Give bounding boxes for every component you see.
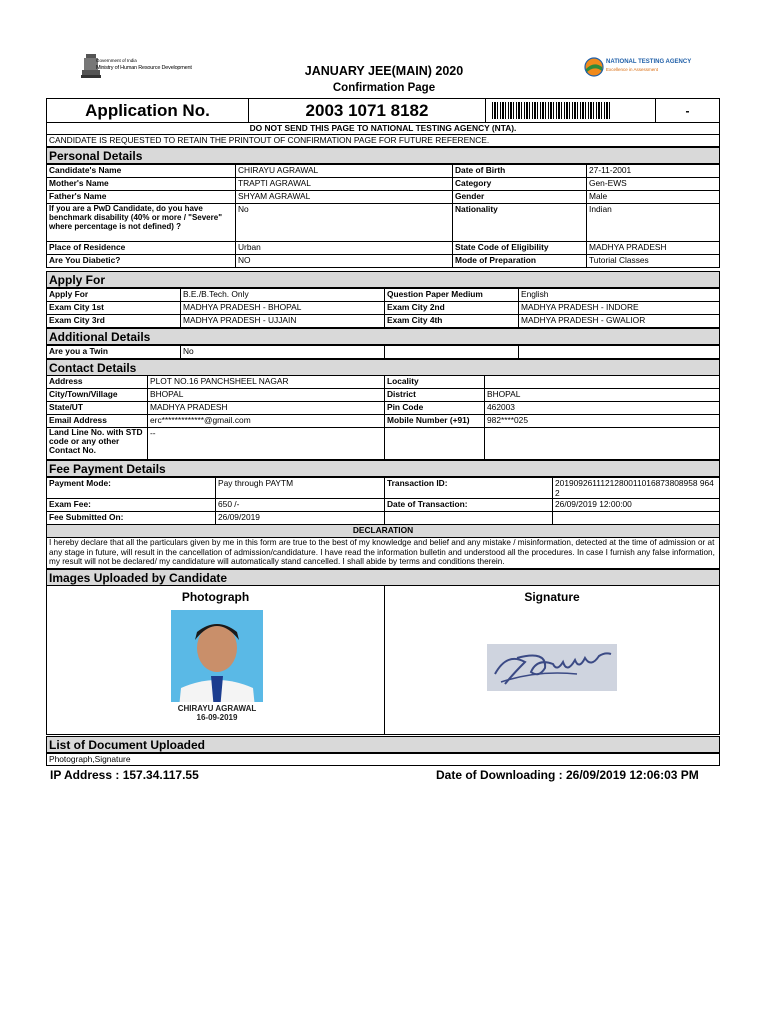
fee-value2-2 [553, 512, 720, 525]
personal-value-5: NO [236, 255, 453, 268]
ip-address: IP Address : 157.34.117.55 [50, 768, 199, 782]
fee-value-0: Pay through PAYTM [216, 478, 385, 499]
photo-caption-name: CHIRAYU AGRAWAL [177, 704, 257, 713]
apply-label2-1: Exam City 2nd [385, 302, 519, 315]
personal-value2-1: Gen-EWS [587, 178, 720, 191]
ministry-line1: Government of India [96, 58, 137, 63]
personal-label2-3: Nationality [453, 204, 587, 242]
apply-label2-0: Question Paper Medium [385, 289, 519, 302]
apply-for-table [46, 288, 720, 328]
notice-table [46, 122, 720, 147]
personal-label2-4: State Code of Eligibility [453, 242, 587, 255]
personal-label-2: Father's Name [47, 191, 236, 204]
contact-value-4: -- [148, 428, 385, 460]
contact-label-2: State/UT [47, 402, 148, 415]
contact-value-2: MADHYA PRADESH [148, 402, 385, 415]
contact-label2-3: Mobile Number (+91) [385, 415, 485, 428]
fee-details-heading: Fee Payment Details [46, 460, 720, 477]
personal-value2-4: MADHYA PRADESH [587, 242, 720, 255]
documents-heading: List of Document Uploaded [46, 736, 720, 753]
fee-label-0: Payment Mode: [47, 478, 216, 499]
additional-details-table [46, 345, 720, 359]
personal-label-4: Place of Residence [47, 242, 236, 255]
application-label: Application No. [47, 99, 249, 123]
notice-line1: DO NOT SEND THIS PAGE TO NATIONAL TESTING AGENCY (NTA). [47, 123, 720, 135]
fee-value2-1: 26/09/2019 12:00:00 [553, 499, 720, 512]
contact-label-0: Address [47, 376, 148, 389]
apply-label2-2: Exam City 4th [385, 315, 519, 328]
personal-value2-3: Indian [587, 204, 720, 242]
personal-label2-0: Date of Birth [453, 165, 587, 178]
personal-value2-0: 27-11-2001 [587, 165, 720, 178]
personal-value-2: SHYAM AGRAWAL [236, 191, 453, 204]
fee-label2-0: Transaction ID: [385, 478, 553, 499]
declaration-heading: DECLARATION [47, 525, 720, 538]
apply-label-2: Exam City 3rd [47, 315, 181, 328]
page-subtitle: Confirmation Page [332, 82, 436, 94]
personal-value-3: No [236, 204, 453, 242]
documents-table [46, 753, 720, 766]
apply-value-2: MADHYA PRADESH - UJJAIN [181, 315, 385, 328]
declaration-table [46, 524, 720, 569]
apply-value2-0: English [519, 289, 720, 302]
signature-image [487, 644, 617, 691]
additional-details-heading: Additional Details [46, 328, 720, 345]
contact-value-1: BHOPAL [148, 389, 385, 402]
personal-label-5: Are You Diabetic? [47, 255, 236, 268]
application-dash: - [656, 99, 720, 123]
contact-value-0: PLOT NO.16 PANCHSHEEL NAGAR [148, 376, 385, 389]
contact-label-1: City/Town/Village [47, 389, 148, 402]
contact-value2-1: BHOPAL [485, 389, 720, 402]
nta-tagline: Excellence in Assessment [606, 67, 659, 72]
personal-details-table [46, 164, 720, 268]
barcode [492, 102, 612, 119]
contact-details-table [46, 375, 720, 460]
apply-value-0: B.E./B.Tech. Only [181, 289, 385, 302]
personal-value-4: Urban [236, 242, 453, 255]
exam-title: JANUARY JEE(MAIN) 2020 [304, 64, 464, 78]
contact-label-4: Land Line No. with STD code or any other Contact No. [47, 428, 148, 460]
barcode-cell [486, 99, 656, 123]
personal-label-0: Candidate's Name [47, 165, 236, 178]
apply-label-1: Exam City 1st [47, 302, 181, 315]
photo-cell [47, 586, 385, 735]
fee-value2-0: 2019092611121280011016873808958 9642 [553, 478, 720, 499]
fee-label-2: Fee Submitted On: [47, 512, 216, 525]
personal-label2-2: Gender [453, 191, 587, 204]
contact-label2-2: Pin Code [385, 402, 485, 415]
apply-for-heading: Apply For [46, 271, 720, 288]
personal-value2-5: Tutorial Classes [587, 255, 720, 268]
fee-label2-1: Date of Transaction: [385, 499, 553, 512]
photo-caption-date: 16-09-2019 [196, 713, 238, 722]
personal-value2-2: Male [587, 191, 720, 204]
fee-label-1: Exam Fee: [47, 499, 216, 512]
signature-scribble-icon [487, 644, 617, 691]
contact-value-3: erc*************@gmail.com [148, 415, 385, 428]
apply-value-1: MADHYA PRADESH - BHOPAL [181, 302, 385, 315]
personal-value-0: CHIRAYU AGRAWAL [236, 165, 453, 178]
apply-value2-1: MADHYA PRADESH - INDORE [519, 302, 720, 315]
fee-value-1: 650 /- [216, 499, 385, 512]
contact-value2-0 [485, 376, 720, 389]
personal-label-3: If you are a PwD Candidate, do you have benchmark disability (40% or more / "Severe" where percentage is not defined) ? [47, 204, 236, 242]
fee-value-2: 26/09/2019 [216, 512, 385, 525]
additional-label-0: Are you a Twin [47, 346, 181, 359]
notice-line2: CANDIDATE IS REQUESTED TO RETAIN THE PRINTOUT OF CONFIRMATION PAGE FOR FUTURE REFERENCE. [47, 135, 720, 147]
images-table [46, 585, 720, 735]
contact-details-heading: Contact Details [46, 359, 720, 376]
personal-value-1: TRAPTI AGRAWAL [236, 178, 453, 191]
application-row [46, 98, 720, 123]
additional-value2-0 [519, 346, 720, 359]
fee-label2-2 [385, 512, 553, 525]
declaration-text: I hereby declare that all the particulars given by me in this form are true to the best of my knowledge and belief and any mistake / misinformation, detected at the time of admission or at any stage in future, will result in the cancellation of admission/candidature. I have read the information bulletin and understood all the procedures. In case I furnish any false information, my result will not be declared/ my candidature will automatically stand cancelled. I shall abide by terms and conditions therein. [47, 538, 720, 569]
apply-value2-2: MADHYA PRADESH - GWALIOR [519, 315, 720, 328]
contact-value2-2: 462003 [485, 402, 720, 415]
apply-label-0: Apply For [47, 289, 181, 302]
download-date: Date of Downloading : 26/09/2019 12:06:03 PM [436, 768, 699, 782]
contact-label2-0: Locality [385, 376, 485, 389]
personal-label-1: Mother's Name [47, 178, 236, 191]
documents-list: Photograph,Signature [47, 754, 720, 766]
additional-value-0: No [181, 346, 385, 359]
signature-label: Signature [524, 590, 580, 604]
contact-label2-4 [385, 428, 485, 460]
additional-label2-0 [385, 346, 519, 359]
ministry-line2: Ministry of Human Resource Development [96, 65, 192, 71]
contact-value2-4 [485, 428, 720, 460]
candidate-photo [171, 610, 263, 728]
application-number: 2003 1071 8182 [249, 99, 486, 123]
personal-label2-5: Mode of Preparation [453, 255, 587, 268]
contact-label-3: Email Address [47, 415, 148, 428]
fee-details-table [46, 477, 720, 525]
personal-details-heading: Personal Details [46, 147, 720, 164]
signature-cell [385, 586, 720, 735]
personal-label2-1: Category [453, 178, 587, 191]
nta-name: NATIONAL TESTING AGENCY [606, 59, 692, 65]
images-heading: Images Uploaded by Candidate [46, 569, 720, 586]
photo-label: Photograph [181, 590, 250, 604]
contact-value2-3: 982****025 [485, 415, 720, 428]
contact-label2-1: District [385, 389, 485, 402]
